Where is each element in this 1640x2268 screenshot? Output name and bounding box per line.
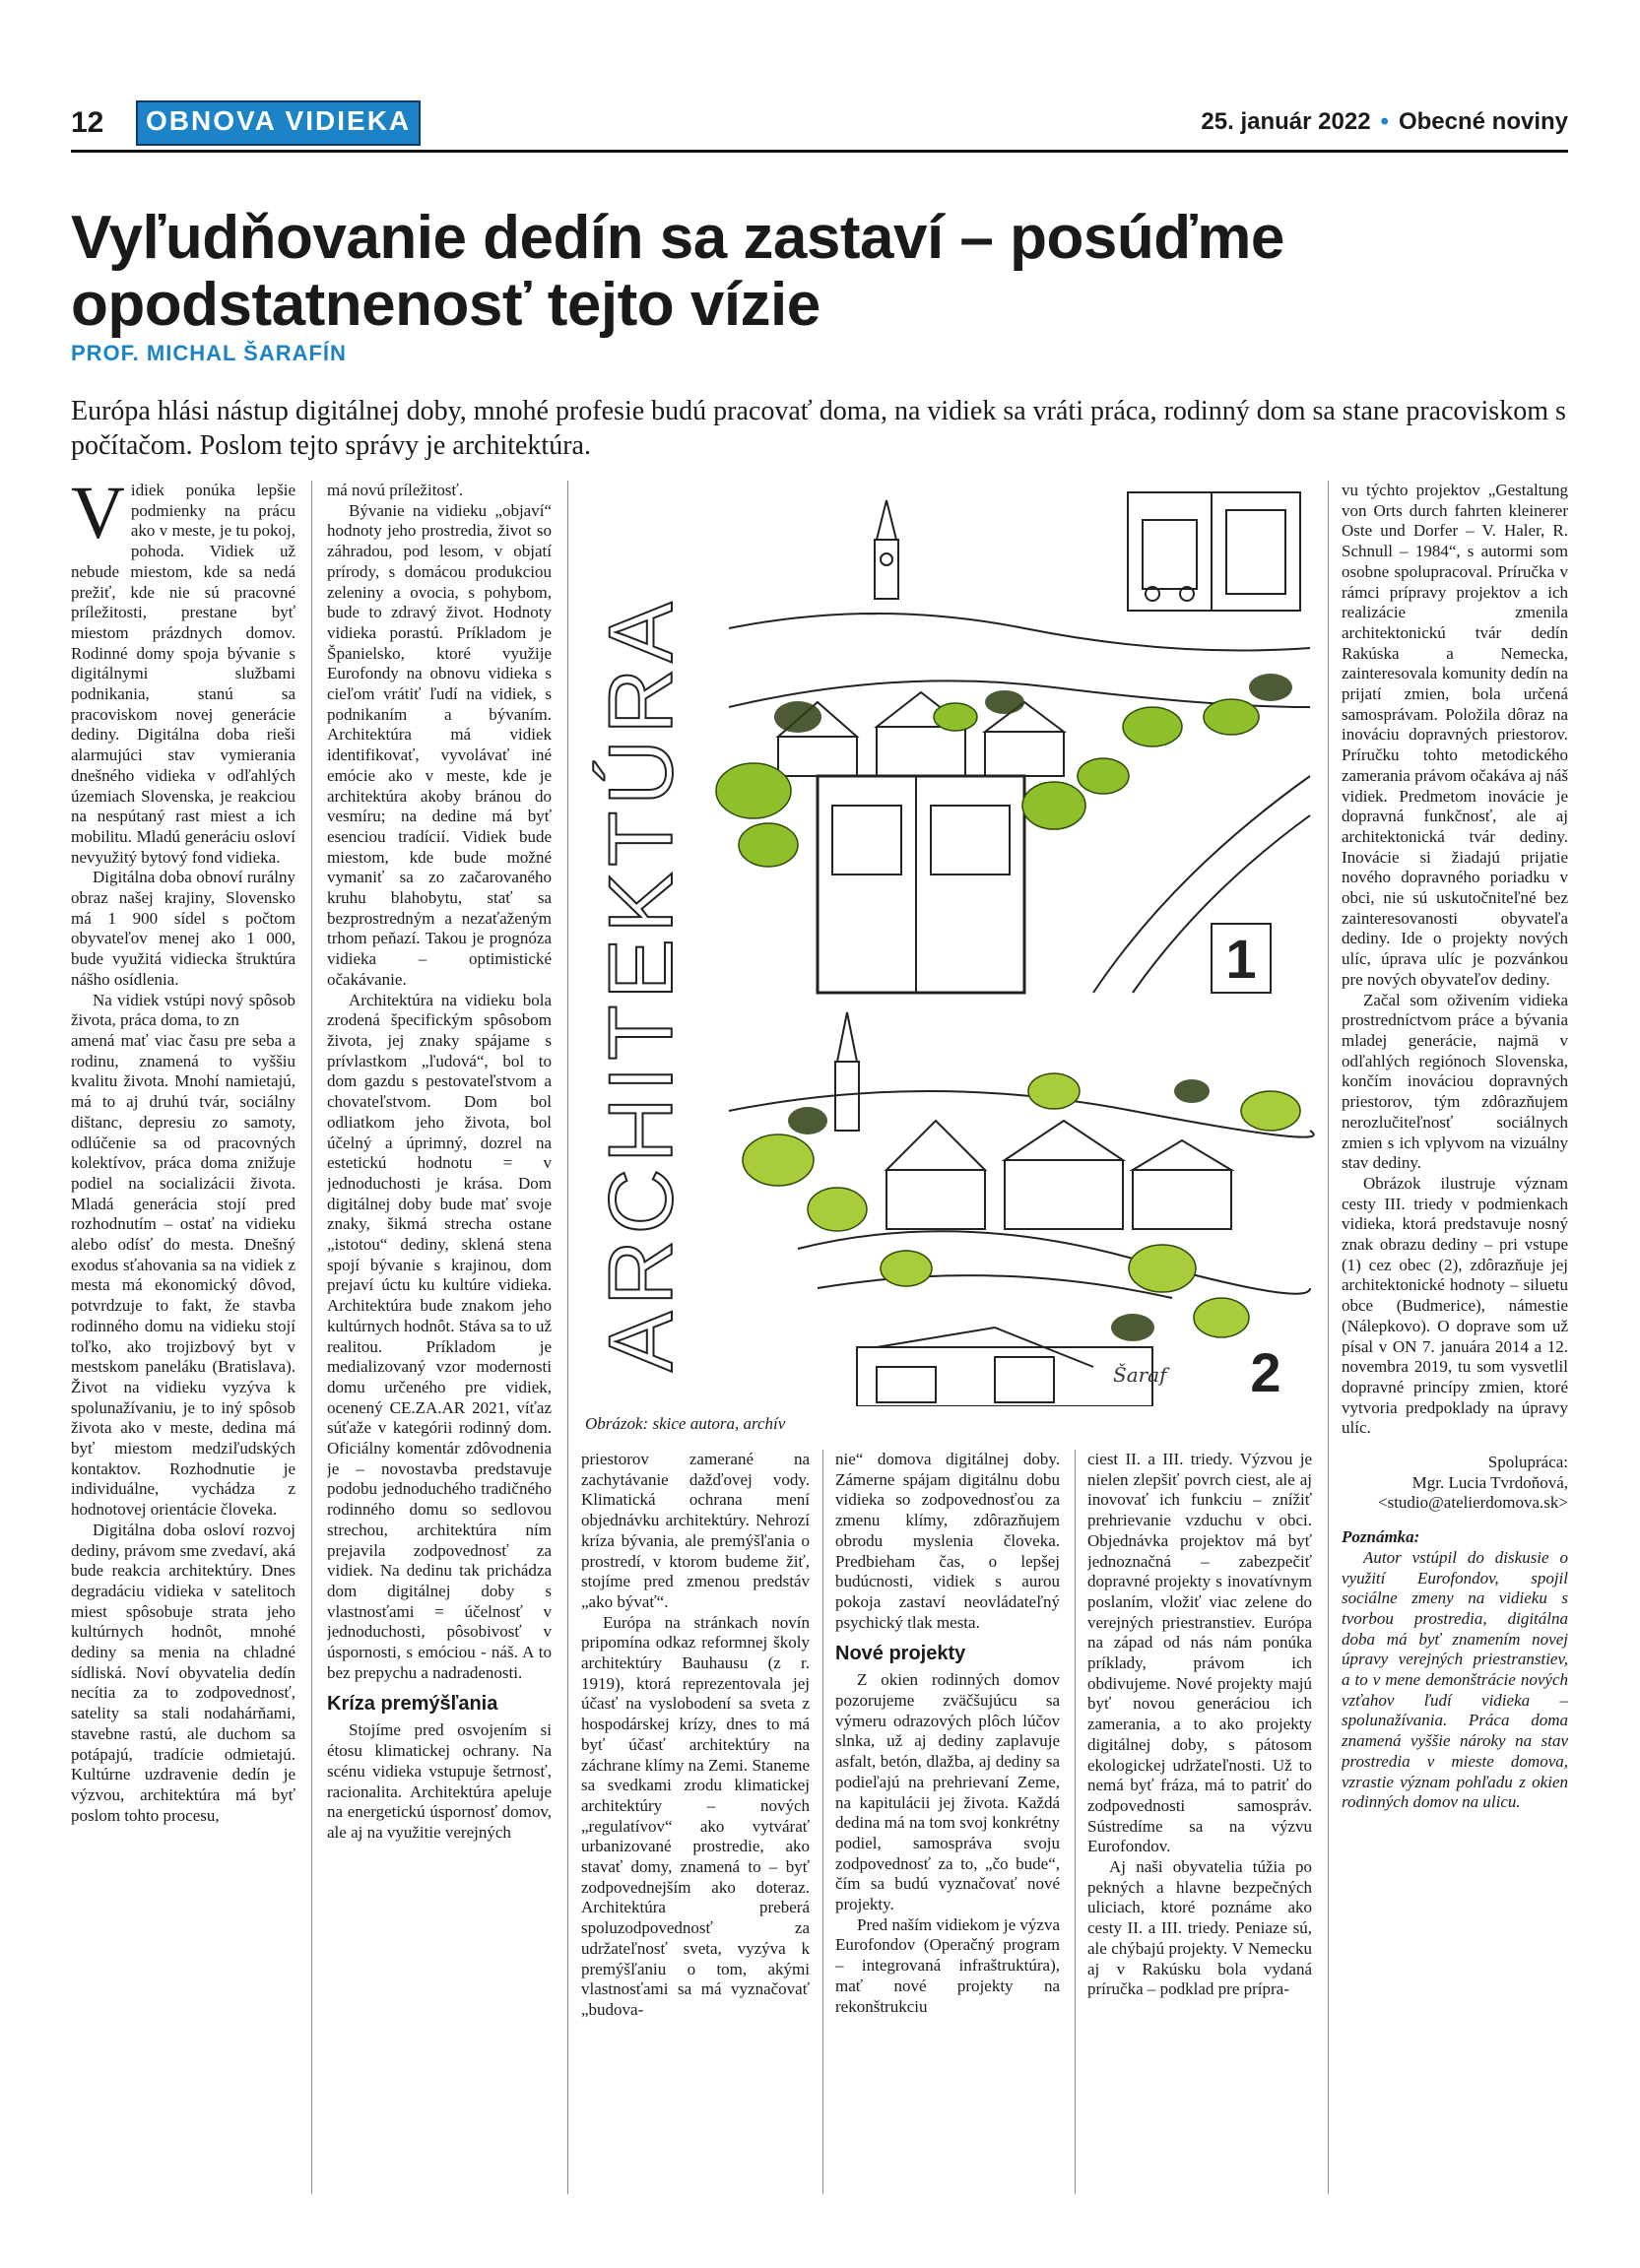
paragraph: Stojíme pred osvojením si étosu klimatickej ochrany. Na scénu vidieka vstupuje šetrnosť, racionalita. Architektúra apeluje na energetickú úspornosť domov, ale aj na využitie verejných [327,1720,552,1842]
paragraph: nie“ domova digitálnej doby. Zámerne spájam digitálnu dobu vidieka so zodpovednosťou za zmenu klímy, zdôrazňujem obrodu myslenia človeka. Predbieham čas, o lepšej budúcnosti, vidiek s aurou pokoja zastaví neovládateľný psychický tlak mesta. [835,1450,1060,1632]
drop-cap: V [71,481,125,554]
note-text: Autor vstúpil do diskusie o využití Eurofondov, spojil sociálne zmeny na vidieku s tvorbou prostredia, digitálna doba má byť znamením novej úpravy verejných priestranstiev, a to v mene demonštrácie nových vzťahov ľudí vidieka – spolunažívania. Práca doma znamená vyššie nároky na stav prostredia v mieste domova, vzrastie význam pohľadu z okien rodinných domov na ulicu. [1342,1547,1568,1812]
column-rule [822,1450,823,2194]
page-number: 12 [71,106,104,139]
paragraph: Z okien rodinných domov pozorujeme zväčšujúcu sa výmeru odrazových plôch lúčov slnka, už aj dediny zaplavuje asfalt, betón, dlažba, aj dediny sa podieľajú na prehrievaní Zeme, na kapitulácii jej života. Každá dedina má na tom svoj konkrétny podiel, samospráva svoju zodpovednosť za to, „čo bude“, čím sa budú vyznačovať nové projekty. [835,1670,1060,1914]
artist-signature: Šaraf [1113,1363,1167,1387]
paragraph: vu týchto projektov „Gestaltung von Orts durch fahrten kleinerer Oste und Dorfer – V. Haler, R. Schnull – 1984“, s autormi som osobne spolupracoval. Príručka v rámci prípravy projektov a ich realizácie zmenila architektonickú tvár dedín Rakúska a Nemecka, zainteresovala komunity dedín na prijatí zmien, bola určená samosprávam. Položila dôraz na inováciu dopravných priestorov. Príručku tohto metodického zamerania právom očakáva aj náš vidiek. Predmetom inovácie je dopravná funkčnosť, ale aj architektonická tvár dediny. Inovácie si žiadajú prijatie nového dopravného poriadku v obci, nie sú uskutočniteľné bez zainteresovanosti obyvateľa dediny. Ide o projekty nových ulíc, úprava ulíc je pozvánkou pre nových obyvateľov dediny. [1342,481,1568,989]
publication-name: Obecné noviny [1398,108,1568,135]
note-heading: Poznámka: [1342,1527,1420,1547]
paragraph: Obrázok ilustruje význam cesty III. triedy v podmienkach vidieka, ktorá predstavuje nosný znak obrazu dediny – pri vstupe (1) cez obec (2), zdôrazňuje jej architektonické hodnoty – siluetu obce (Budmerice), námestie (Nálepkovo). O doprave som už písal v ON 7. januára 2014 a 12. novembra 2019, tu som vysvetlil dopravné princípy zmien, ktoré vytvoria predpoklady na úpravy ulíc. [1342,1173,1568,1438]
image-caption: Obrázok: skice autora, archív [585,1414,786,1433]
column-4 [835,1450,1060,2194]
label-1: 1 [1225,928,1257,990]
article-headline: Vyľudňovanie dedín sa zastaví – posúďme opodstatnenosť tejto vízie [71,204,1284,339]
paragraph: Aj naši obyvatelia túžia po pekných a hlavne bezpečných uliciach, ktoré poznáme ako cesty II. a III. triedy. Peniaze sú, ale chýbajú projekty. V Nemecku aj v Rakúsku bola vydaná príručka – podklad pre prípra- [1087,1857,1312,1999]
paragraph: Začal som oživením vidieka prostredníctvom práce a bývania mladej generácie, najmä v odľahlých regiónoch Slovenska, končím inováciou dopravných priestorov, tým zdôrazňujem nerozlučiteľnosť sociálnych zmien s ich vplyvom na vizuálny stav dediny. [1342,990,1568,1173]
credit-name: Mgr. Lucia Tvrdoňová, [1411,1472,1568,1492]
column-rule [311,481,312,2194]
paragraph: Pred naším vidiekom je výzva Eurofondov (Operačný program – integrovaná infraštruktúra), mať nové projekty na rekonštrukciu [835,1914,1060,2016]
paragraph: Európa na stránkach novín pripomína odkaz reformnej školy architektúry Bauhausu (z r. 1919), ktorá reprezentovala jej účasť na vyslobodení sa sveta z hospodárskej krízy, dnes to má byť účasť architektúry na záchrane klímy na Zemi. Staneme sa svedkami zrodu klimatickej architektúry – nových „regulatívov“ ako vytvárať urbanizované prostredie, ako stavať domy, znamená to – byť zodpovednejším ako doteraz. Architektúra preberá spoluzodpovednosť za udržateľnosť sveta, vyzýva k premýšľaniu o tom, akými vlastnosťami sa má vyznačovať „budova- [581,1612,810,2019]
column-2 [327,481,552,2194]
column-3 [581,1450,810,2194]
column-5 [1087,1450,1312,2194]
column-rule [567,481,568,2194]
column-1 [71,481,295,2194]
column-rule [1075,1450,1076,2194]
paragraph: Digitálna doba obnoví rurálny obraz našej krajiny, Slovensko má 1 900 sídel s počtom obyvateľov menej ako 1 000, bude využitá vidiecka štruktúra nášho osídlenia. [71,868,295,989]
header-rule [71,150,1568,153]
issue-date: 25. január 2022 [1201,108,1371,135]
subheading-nove-projekty: Nové projekty [835,1643,966,1665]
column-rule [1328,481,1329,2194]
label-2: 2 [1250,1341,1281,1403]
paragraph: amená mať viac času pre seba a rodinu, znamená to vyššiu kvalitu života. Mnohí namietajú, má to aj druhú tvár, sociálny dištanc, depresiu zo samoty, odlúčenie sa od pracovných kolektívov, práca doma znižuje podiel na socializácii života. Mladá generácia stojí pred rozhodnutím – ostať na vidieku alebo odísť do mesta. Dnešný exodus sťahovania sa na vidiek z mesta má ekonomický dôvod, potvrdzuje to fakt, že stavba rodinného domu na vidieku stojí toľko, ako trojizbový byt v mestskom paneláku (Bratislava). Život na vidieku vyzýva k spolunažívaniu, je to iný spôsob života ako v meste, dedina má byť miestom medziľudských kontaktov. Rozhodnutie je individuálne, vychádza z hodnotovej orientácie človeka. [71,1030,295,1520]
separator-dot: • [1380,108,1389,135]
paragraph: Architektúra na vidieku bola zrodená špecifickým spôsobom života, jej znaky spájame s prívlastkom „ľudová“, bol to dom gazdu s pestovateľstvom a chovateľstvom. Dom bol odliatkom jeho života, bol účelný a úprimný, dozrel na estetickú hodnotu = v jednoduchosti je krása. Dom digitálnej doby bude mať svoje znaky, šikmá strecha ostane „istotou“ dediny, sklená stena spojí bývanie s krajinou, dom prejaví úctu ku kultúre vidieka. Architektúra bude znakom jeho kultúrnych hodnôt. Stáva sa to už realitou. Príkladom je medializovaný vzor modernosti domu určeného pre vidiek, ocenený CE.ZA.AR 2021, víťaz súťaže v kategórii rodinný dom. Oficiálny komentár zdôvodnenia je – novostavba predstavuje podobu jednoduchého tradičného rodinného domu so sedlovou strechou, architektúra ním prejavila zodpovednosť za vidiek. Na dedinu tak prichádza dom digitálnej doby s vlastnosťami = účelnosť v jednoduchosti, pôsobivosť v úspornosti, s emóciou - náš. A to bez prepychu a nadradenosti. [327,990,552,1682]
paragraph: Digitálna doba osloví rozvoj dediny, právom sme zvedaví, aká bude reakcia architektúry. Dnes degradáciu vidieka v satelitoch miest spôsobuje strata jeho kultúrnych hodnôt, mnohé dediny sa menia na chladné sídliská. Noví obyvatelia dedín necítia za to zodpovednosť, satelity sa stali nodahárňami, stavebne rastú, ale duchom sa potápajú, tradície odmietajú. Kultúrne uzdravenie dedín je výzvou, architektúra má byť poslom tohto procesu, [71,1520,295,1825]
article-lead: Európa hlási nástup digitálnej doby, mnohé profesie budú pracovať doma, na vidiek sa vráti práca, rodinný dom sa stane pracoviskom s počítačom. Poslom tejto správy je architektúra. [71,396,1566,461]
column-6 [1342,481,1568,2194]
paragraph: Vidiek ponúka lepšie podmienky na prácu ako v meste, je tu pokoj, pohoda. Vidiek už nebude miestom, kde sa nedá prežiť, kde nie sú pracovné príležitosti, prestane byť miestom prázdnych domov. Rodinné domy spoja bývanie s digitálnymi službami podnikania, stanú sa pracoviskom novej generácie dediny. Digitálna doba rieši alarmujúci stav vymierania dnešného vidieka v odľahlých územiach Slovenska, je reakciou na nespútaný rast miest a ich mobilitu. Mladú generáciu osloví nevyužitý bytový fond vidieka. [71,481,295,867]
paragraph: má novú príležitosť. [327,481,464,499]
dateline [1201,108,1568,136]
credit-label: Spolupráca: [1487,1453,1568,1472]
vertical-title: ARCHITEKTÚRA [591,596,691,1372]
byline: PROF. MICHAL ŠARAFÍN [71,341,347,365]
paragraph: Na vidiek vstúpi nový spôsob života, práca doma, to zn [71,990,295,1030]
subheading-kriza: Kríza premýšľania [327,1693,498,1716]
page-header [71,102,1568,146]
credit-email: <studio@atelierdomova.sk> [1378,1493,1568,1513]
section-label: OBNOVA VIDIEKA [138,102,419,144]
paragraph: Bývanie na vidieku „objaví“ hodnoty jeho prostredia, život so záhradou, pod lesom, v objatí prírody, s domácou produkciou zeleniny a ovocia, s pohybom, bude to zdravý život. Hodnoty vidieka porastú. Príkladom je Španielsko, ktoré využije Eurofondy na obnovu vidieka s cieľom vrátiť ľudí na vidiek, s podnikaním a bývaním. Architektúra má vidiek identifikovať, vyvolávať iné emócie ako v meste, kde je architektúra akoby bránou do vesmíru; na dedine má byť esenciou tradícií. Vidiek bude miestom, kde bude možné vymaniť sa zo začarovaného kruhu blahobytu, stať sa bezprostredným a nezaťaženým trhom peňazí. Takou je prognóza vidieka – optimistické očakávanie. [327,500,552,989]
architecture-sketch-illustration [581,481,1315,1406]
paragraph: priestorov zamerané na zachytávanie dažďovej vody. Klimatická ochrana mení objednávku architektúry. Nehrozí kríza bývania, ale premýšľania o prostredí, v ktorom budeme žiť, stojíme pred zmenou predstáv „ako bývať“. [581,1450,810,1611]
paragraph: ciest II. a III. triedy. Výzvou je nielen zlepšiť povrch ciest, ale aj inovovať ich funkciu – znížiť prehrievanie vzduchu v obci. Objednávka projektov má byť jednoznačná – zabezpečiť dopravné projekty s inovatívnym poslaním, vložiť viac zelene do verejných priestranstiev. Európa na západ od nás nám ponúka príklady, právom ich obdivujeme. Nové projekty majú byť novou generáciou ich zamerania, a to ako projekty digitálnej doby, s pátosom ekologickej udržateľnosti. Už to nemá byť fráza, má to patriť do zodpovednosti samospráv. Sústredíme sa na výzvu Eurofondov. [1087,1450,1312,1856]
